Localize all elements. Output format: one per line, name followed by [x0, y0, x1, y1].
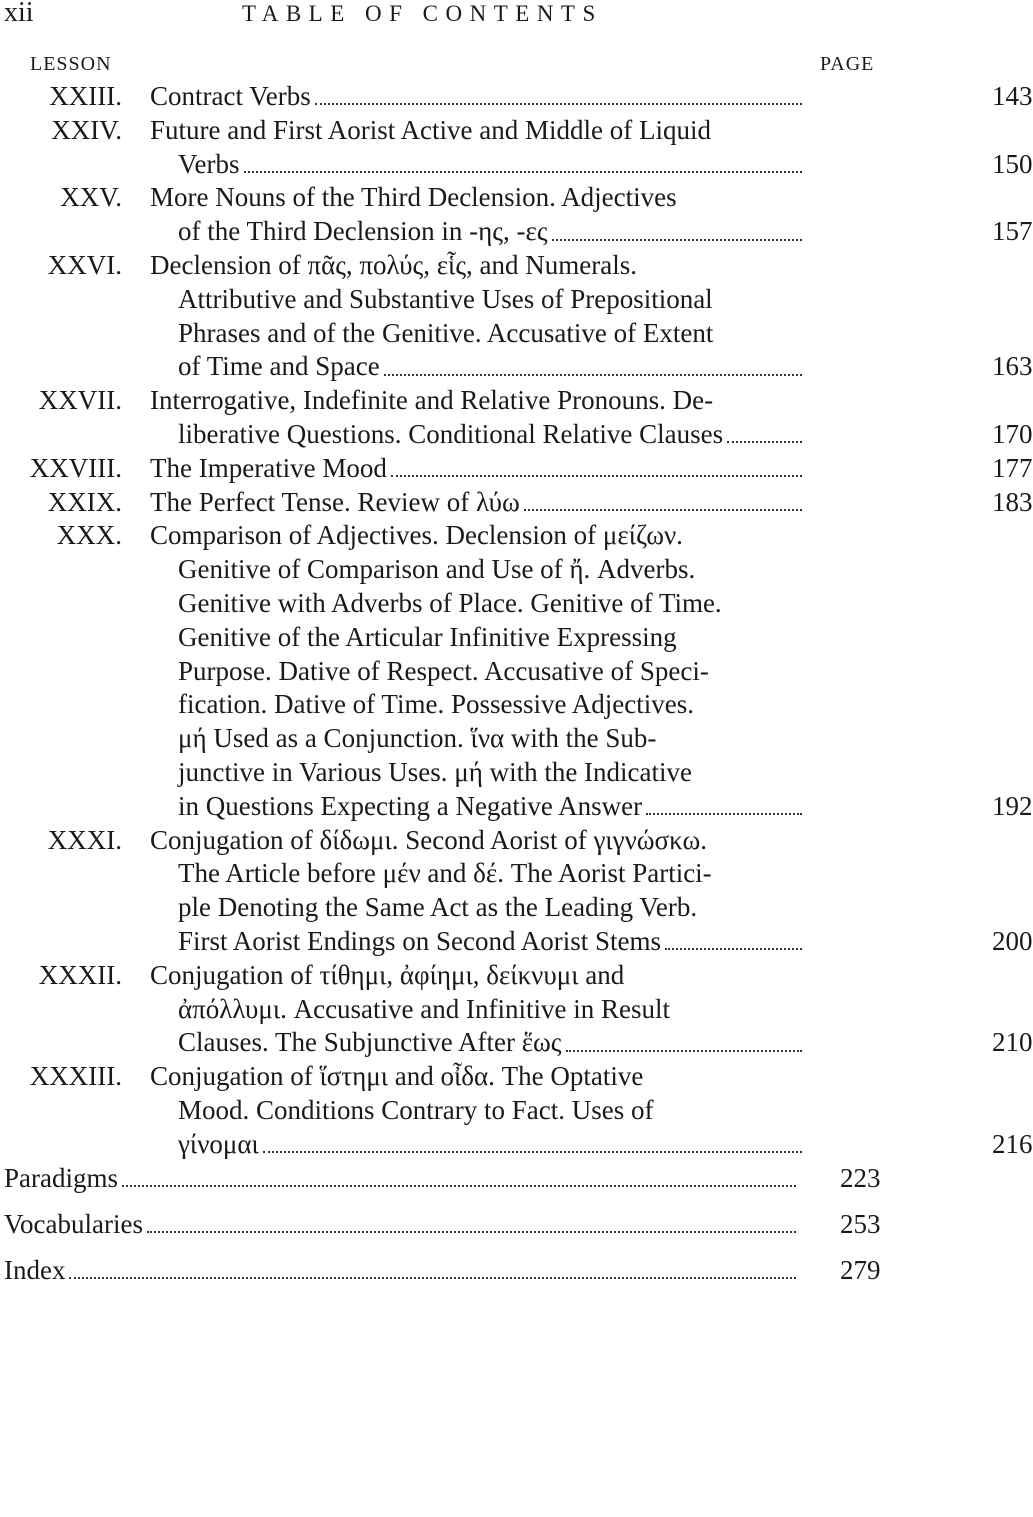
table-of-contents	[0, 80, 1033, 1300]
toc-entry	[0, 114, 1033, 182]
lesson-title-text: Conjugation of ἵστημι and οἶδα. The Optative	[150, 1061, 644, 1092]
lesson-number: XXVII.	[38, 385, 122, 416]
leader-dots	[524, 508, 802, 511]
lesson-title-text: Contract Verbs	[150, 81, 311, 111]
leader-dots	[147, 1230, 796, 1233]
page-number-ref: 216	[992, 1128, 1033, 1159]
leader-dots	[244, 170, 803, 173]
toc-entry	[0, 80, 1033, 114]
lesson-number: XXVIII.	[29, 452, 122, 483]
page-number-ref: 157	[992, 216, 1033, 247]
leader-dots	[122, 1184, 796, 1187]
lesson-title-line	[150, 148, 1033, 182]
appendix-label: Vocabularies	[4, 1208, 143, 1239]
lesson-number: XXV.	[60, 182, 122, 213]
page-number-ref: 150	[992, 148, 1033, 179]
lesson-title-line	[150, 891, 806, 925]
page-number-ref: 192	[992, 790, 1033, 821]
leader-dots	[665, 947, 802, 950]
lesson-title-text: μή Used as a Conjunction. ἵνα with the Sub-	[178, 723, 657, 754]
page-column-heading: PAGE	[820, 53, 875, 75]
leader-dots	[646, 812, 802, 815]
lesson-title-text: Future and First Aorist Active and Middle of Liquid	[150, 114, 711, 145]
lesson-number: XXIV.	[51, 114, 122, 145]
appendix-entry	[0, 1208, 960, 1254]
lesson-title-line	[150, 1060, 806, 1094]
page-number-ref: 210	[992, 1027, 1033, 1058]
lesson-title-text: Genitive with Adverbs of Place. Genitive of Time.	[178, 587, 722, 618]
leader-dots	[315, 102, 802, 105]
lesson-title-text: in Questions Expecting a Negative Answer	[178, 790, 643, 821]
appendix-label: Index	[4, 1254, 66, 1285]
lesson-title-text: The Imperative Mood	[150, 452, 387, 483]
page-header	[0, 0, 960, 30]
page-number-ref: 200	[992, 925, 1033, 956]
lesson-title-line	[150, 621, 806, 655]
lesson-title-text: Declension of πᾶς, πολύς, εἷς, and Numerals.	[150, 249, 637, 280]
lesson-title-text: Comparison of Adjectives. Declension of μείζων.	[150, 520, 683, 551]
leader-dots	[727, 440, 802, 443]
appendix-label: Paradigms	[4, 1162, 118, 1193]
lesson-title-text: Purpose. Dative of Respect. Accusative of Speci-	[178, 655, 709, 686]
toc-entry	[0, 959, 1033, 1060]
lesson-number: XXX.	[56, 520, 122, 551]
lesson-title-line	[150, 824, 806, 858]
lesson-title-text: Mood. Conditions Contrary to Fact. Uses of	[178, 1094, 654, 1125]
lesson-title-text: Phrases and of the Genitive. Accusative of Extent	[178, 317, 714, 348]
appendix-line	[4, 1208, 881, 1242]
leader-dots	[263, 1150, 802, 1153]
lesson-title-text: γίνομαι	[178, 1128, 259, 1159]
lesson-number: XXXIII.	[29, 1061, 122, 1092]
lesson-title-text: fication. Dative of Time. Possessive Adjectives.	[178, 689, 694, 720]
lesson-title-text: liberative Questions. Conditional Relative Clauses	[178, 418, 724, 449]
lesson-title-line	[150, 1026, 1033, 1060]
lesson-title-text: Interrogative, Indefinite and Relative Pronouns. De-	[150, 385, 714, 416]
lesson-title-line	[150, 553, 806, 587]
page-number-ref: 170	[992, 418, 1033, 449]
lesson-title-text: ἀπόλλυμι. Accusative and Infinitive in Result	[178, 993, 670, 1024]
lesson-title-line	[150, 587, 806, 621]
lesson-title-line	[150, 452, 1033, 486]
leader-dots	[69, 1276, 796, 1279]
lesson-title-line	[150, 384, 806, 418]
lesson-title-line	[150, 925, 1033, 959]
lesson-title-text: Attributive and Substantive Uses of Prepositional	[178, 283, 713, 314]
lesson-title-line	[150, 418, 1033, 452]
lesson-title-text: junctive in Various Uses. μή with the Indicative	[178, 756, 693, 787]
lesson-number: XXXII.	[38, 959, 122, 990]
lesson-title-line	[150, 283, 806, 317]
lesson-title-line	[150, 350, 1033, 384]
lesson-title-line	[150, 114, 806, 148]
leader-dots	[552, 238, 802, 241]
lesson-title-line	[150, 655, 806, 689]
page-number-ref: 143	[992, 81, 1033, 111]
lesson-title-text: of the Third Declension in -ης, -ες	[178, 216, 548, 247]
toc-entry	[0, 1060, 1033, 1161]
lesson-title-text: First Aorist Endings on Second Aorist Stems	[178, 925, 662, 956]
lesson-title-text: of Time and Space	[178, 351, 380, 382]
lesson-title-line	[150, 1094, 806, 1128]
lesson-title-line	[150, 317, 806, 351]
appendix-entry	[0, 1254, 960, 1300]
toc-entry	[0, 452, 1033, 486]
lesson-number: XXXI.	[47, 824, 122, 855]
lesson-title-line	[150, 215, 1033, 249]
lesson-title-line	[150, 249, 806, 283]
lesson-title-text: More Nouns of the Third Declension. Adjectives	[150, 182, 677, 213]
lesson-title-line	[150, 857, 806, 891]
toc-entry	[0, 384, 1033, 452]
page-number-ref: 177	[992, 452, 1033, 483]
lesson-title-text: Clauses. The Subjunctive After ἕως	[178, 1027, 562, 1058]
appendix-entry	[0, 1162, 960, 1208]
page-number-ref: 183	[992, 486, 1033, 517]
lesson-number: XXIII.	[49, 81, 122, 111]
appendix-line	[4, 1162, 881, 1196]
lesson-title-line	[150, 1128, 1033, 1162]
lesson-title-line	[150, 519, 806, 553]
page-number-ref: 223	[840, 1162, 881, 1193]
lesson-title-text: Genitive of Comparison and Use of ἤ. Adverbs.	[178, 554, 696, 585]
appendix-line	[4, 1254, 881, 1288]
lesson-title-line	[150, 959, 806, 993]
toc-entry	[0, 249, 1033, 384]
toc-entry	[0, 181, 1033, 249]
page-number-ref: 253	[840, 1208, 881, 1239]
lesson-title-text: Verbs	[178, 148, 240, 179]
lesson-column-heading: LESSON	[30, 53, 112, 75]
page-number: xii	[4, 0, 34, 28]
page-number-ref: 279	[840, 1254, 881, 1285]
lesson-title-line	[150, 993, 806, 1027]
leader-dots	[391, 474, 802, 477]
lesson-title-text: The Article before μέν and δέ. The Aorist Partici-	[178, 858, 712, 889]
toc-entry	[0, 486, 1033, 520]
lesson-title-line	[150, 688, 806, 722]
lesson-title-text: Conjugation of δίδωμι. Second Aorist of γιγνώσκω.	[150, 824, 707, 855]
lesson-number: XXIX.	[47, 486, 122, 517]
toc-entry	[0, 519, 1033, 823]
lesson-title-text: The Perfect Tense. Review of λύω	[150, 486, 520, 517]
page-number-ref: 163	[992, 351, 1033, 382]
lesson-title-text: Genitive of the Articular Infinitive Expressing	[178, 621, 677, 652]
leader-dots	[566, 1049, 803, 1052]
lesson-title-text: Conjugation of τίθημι, ἀφίημι, δείκνυμι and	[150, 959, 625, 990]
lesson-title-line	[150, 181, 806, 215]
lesson-title-text: ple Denoting the Same Act as the Leading Verb.	[178, 892, 698, 923]
lesson-title-line	[150, 722, 806, 756]
lesson-number: XXVI.	[47, 249, 122, 280]
lesson-title-line	[150, 486, 1033, 520]
toc-entry	[0, 824, 1033, 959]
running-title: TABLE OF CONTENTS	[242, 1, 603, 26]
leader-dots	[384, 373, 802, 376]
lesson-title-line	[150, 756, 806, 790]
lesson-title-line	[150, 80, 1033, 114]
lesson-title-line	[150, 790, 1033, 824]
